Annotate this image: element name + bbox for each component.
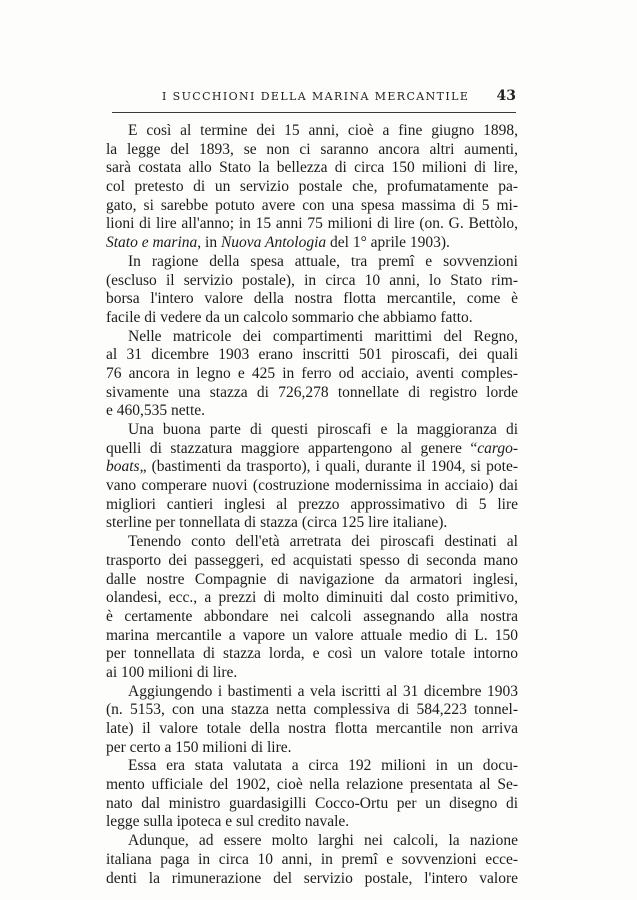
text-line: legge sulla ipoteca e sul credito navale. [106,813,350,831]
text-line: sivamente una stazza di 726,278 tonnellate di registro lorde [106,383,518,401]
text-line: 76 ancora in legno e 425 in ferro od acciaio, aventi comples- [106,364,518,382]
running-header [112,88,516,108]
text-line: mento ufficiale del 1902, cioè nella relazione presentata al Se- [106,776,518,794]
text-line: facile di vedere da un calcolo sommario che abbiamo fatto. [106,308,473,326]
header-rule [112,112,516,113]
page-number: 43 [496,88,516,104]
text-line: olandesi, ecc., a prezzi di molto diminuiti dal costo primitivo, [106,589,518,607]
text-line: E così al termine dei 15 anni, cioè a fine giugno 1898, [128,122,518,139]
body-text [106,122,518,888]
text-line: denti la rimunerazione del servizio postale, l'intero valore [106,869,518,887]
text-line: migliori cantieri inglesi al prezzo approssimativo di 5 lire [106,495,518,513]
text-line: è certamente abbondare nei calcoli assegnando alla nostra [106,607,518,625]
text-line: Aggiungendo i bastimenti a vela iscritti al 31 dicembre 1903 [128,682,518,700]
text-line: la legge del 1893, se non ci saranno ancora altri aumenti, [106,140,518,158]
text-line: Essa era stata valutata a circa 192 milioni in un docu- [128,757,518,775]
text-line: per tonnellata di stazza lorda, e così un valore totale intorno [106,645,518,663]
text-line: gato, si sarebbe potuto avere con una spesa massima di 5 mi- [106,196,518,214]
text-line: trasporto dei passeggeri, ed acquistati spesso di seconda mano [106,551,518,569]
text-line: per certo a 150 milioni di lire. [106,738,292,756]
text-line: Una buona parte di questi piroscafi e la maggioranza di [128,421,518,438]
text-line: Nelle matricole dei compartimenti marittimi del Regno, [128,327,518,345]
text-line: sarà costata allo Stato la bellezza di circa 150 milioni di lire, [106,159,518,177]
text-line: marina mercantile a vapore un valore attuale medio di L. 150 [106,626,518,644]
text-line: Adunque, ad essere molto larghi nei calcoli, la nazione [128,832,518,850]
text-line: boats„ (bastimenti da trasporto), i quali, durante il 1904, si pote- [106,458,518,476]
text-line: col pretesto di un servizio postale che, profumatamente pa- [106,178,518,196]
text-line: nato dal ministro guardasigilli Cocco-Ortu per un disegno di [106,794,518,812]
text-line: In ragione della spesa attuale, tra premî e sovvenzioni [128,252,518,270]
text-line: (n. 5153, con una stazza netta complessiva di 584,223 tonnel- [106,701,518,719]
text-line: quelli di stazzatura maggiore appartengono al genere “cargo- [106,439,518,457]
text-line: late) il valore totale della nostra flotta mercantile non arriva [106,720,518,737]
text-line: Tenendo conto dell'età arretrata dei piroscafi destinati al [128,533,518,551]
text-line: Stato e marina, in Nuova Antologia del 1° aprile 1903). [106,234,450,252]
text-line: italiana paga in circa 10 anni, in premî e sovvenzioni ecce- [106,850,518,868]
text-line: dalle nostre Compagnie di navigazione da armatori inglesi, [106,570,518,588]
text-line: (escluso il servizio postale), in circa 10 anni, lo Stato rim- [106,271,518,289]
running-title: I SUCCHIONI DELLA MARINA MERCANTILE [162,90,470,103]
text-line: e 460,535 nette. [106,402,206,420]
text-line: al 31 dicembre 1903 erano inscritti 501 piroscafi, dei quali [106,346,518,364]
text-line: sterline per tonnellata di stazza (circa 125 lire italiane). [106,514,448,532]
text-line: lioni di lire all'anno; in 15 anni 75 milioni di lire (on. G. Bettòlo, [106,215,518,233]
text-line: vano comperare nuovi (costruzione modernissima in acciaio) dai [106,477,518,495]
text-line: borsa l'intero valore della nostra flotta mercantile, come è [106,290,518,308]
text-line: ai 100 milioni di lire. [106,663,238,681]
